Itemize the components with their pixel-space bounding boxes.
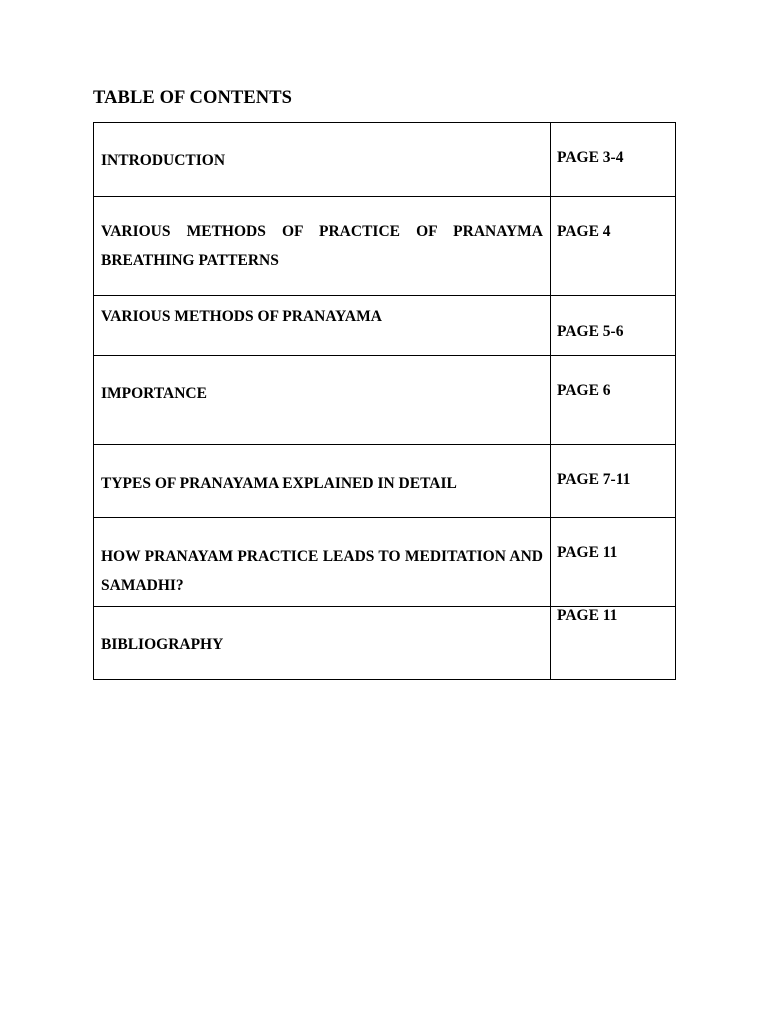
toc-page: PAGE 5-6 [557,323,624,340]
toc-topic-cell [94,518,551,607]
table-row [94,607,676,680]
toc-topic: VARIOUS METHODS OF PRANAYAMA [101,308,382,325]
toc-topic-cell [94,356,551,445]
table-row [94,123,676,197]
toc-page-cell [551,296,676,356]
toc-page-cell [551,123,676,197]
toc-page-cell [551,607,676,680]
toc-topic: VARIOUS METHODS OF PRACTICE OF PRANAYMA BREATHING PATTERNS [101,223,543,269]
toc-page-cell [551,445,676,518]
toc-topic-cell [94,197,551,296]
toc-topic: HOW PRANAYAM PRACTICE LEADS TO MEDITATION AND SAMADHI? [101,548,543,594]
toc-topic-cell [94,607,551,680]
toc-page: PAGE 6 [557,382,611,399]
toc-topic-cell [94,296,551,356]
toc-topic-cell [94,445,551,518]
document-title: TABLE OF CONTENTS [93,88,293,108]
table-row [94,197,676,296]
toc-page: PAGE 11 [557,544,618,561]
toc-topic: BIBLIOGRAPHY [101,636,224,653]
toc-topic-cell [94,123,551,197]
toc-page: PAGE 3-4 [557,149,624,166]
toc-page: PAGE 7-11 [557,471,631,488]
table-row [94,445,676,518]
table-row [94,296,676,356]
toc-page-cell [551,197,676,296]
toc-page: PAGE 11 [557,607,618,624]
toc-topic: IMPORTANCE [101,385,207,402]
toc-topic: INTRODUCTION [101,152,226,169]
toc-topic: TYPES OF PRANAYAMA EXPLAINED IN DETAIL [101,475,457,492]
toc-page: PAGE 4 [557,223,611,240]
toc-page-cell [551,518,676,607]
table-of-contents [93,122,676,680]
toc-page-cell [551,356,676,445]
table-row [94,518,676,607]
table-row [94,356,676,445]
